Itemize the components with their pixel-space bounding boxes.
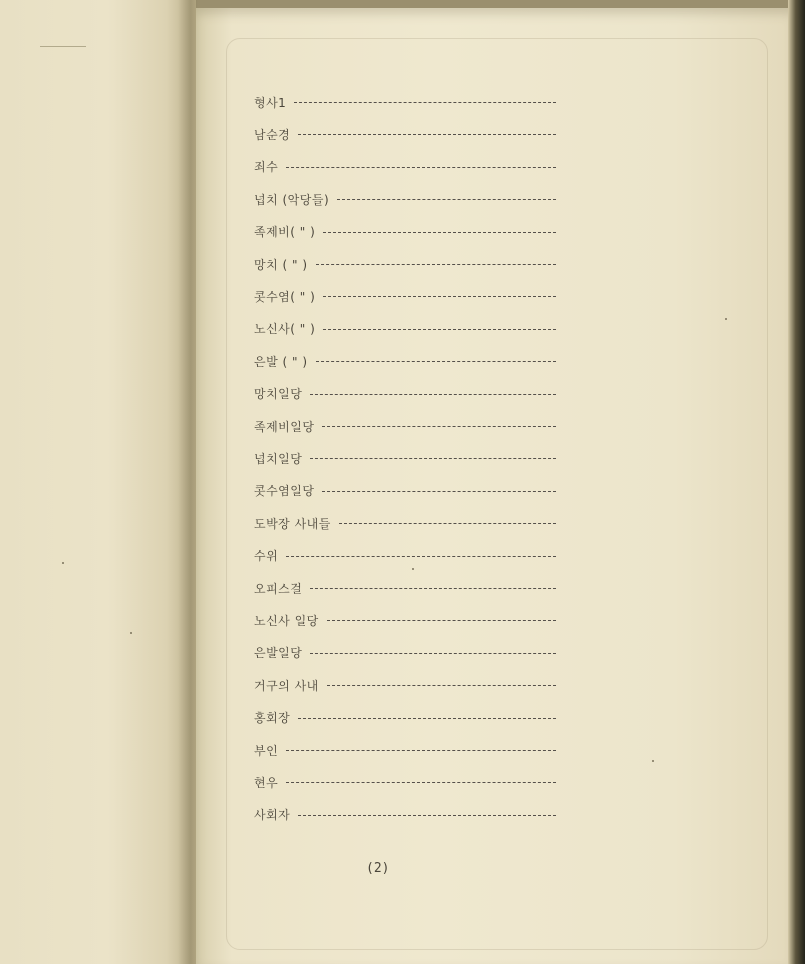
cast-list-item: [254, 351, 556, 371]
cast-name: 망치 ( " ): [254, 257, 308, 272]
dash-leader: [322, 426, 556, 427]
cast-name: 형사1: [254, 95, 287, 110]
paper-speck: [725, 318, 727, 320]
cast-name: 사회자: [254, 808, 291, 823]
cast-list-item: [254, 740, 556, 760]
cast-list-item: [254, 124, 556, 144]
page-edge-shadow: [788, 0, 805, 964]
cast-name: 망치일당: [254, 387, 303, 402]
cast-list-item: [254, 222, 556, 242]
cast-name: 도박장 사내들: [254, 516, 331, 531]
cast-list-item: [254, 610, 556, 630]
cast-name: 홍회장: [254, 711, 291, 726]
dash-leader: [327, 620, 556, 621]
cast-list-item: [254, 189, 556, 209]
dash-leader: [298, 718, 556, 719]
cast-name: 거구의 사내: [254, 678, 319, 693]
dash-leader: [323, 329, 556, 330]
dash-leader: [322, 491, 556, 492]
cast-list-item: [254, 481, 556, 501]
cast-list-item: [254, 384, 556, 404]
cast-name: 오피스걸: [254, 581, 303, 596]
dash-leader: [339, 523, 556, 524]
cast-list-item: [254, 578, 556, 598]
cast-name: 족제비( " ): [254, 225, 316, 240]
cast-list-item: [254, 416, 556, 436]
dash-leader: [294, 102, 556, 103]
cast-list-item: [254, 157, 556, 177]
cast-name: 남순경: [254, 127, 291, 142]
dash-leader: [323, 232, 556, 233]
cast-name: 노신사( " ): [254, 322, 316, 337]
paper-speck: [652, 760, 654, 762]
cast-name: 은발 ( " ): [254, 354, 308, 369]
paper-speck: [62, 562, 64, 564]
cast-list-item: [254, 513, 556, 533]
cast-name: 은발일당: [254, 646, 303, 661]
cast-name: 현우: [254, 775, 279, 790]
dash-leader: [286, 750, 556, 751]
cast-list-item: [254, 92, 556, 112]
dash-leader: [310, 458, 556, 459]
cast-name: 넙치일당: [254, 451, 303, 466]
dash-leader: [310, 653, 556, 654]
dash-leader: [323, 296, 556, 297]
dash-leader: [298, 815, 556, 816]
dash-leader: [327, 685, 556, 686]
cast-name: 부인: [254, 743, 279, 758]
cast-list-item: [254, 254, 556, 274]
dash-leader: [310, 394, 556, 395]
cast-list-item: [254, 448, 556, 468]
cast-list-item: [254, 546, 556, 566]
cast-name: 수위: [254, 549, 279, 564]
dash-leader: [337, 199, 556, 200]
dash-leader: [286, 782, 556, 783]
dash-leader: [286, 167, 556, 168]
dash-leader: [286, 556, 556, 557]
paper-speck: [130, 632, 132, 634]
cast-name: 노신사 일당: [254, 613, 319, 628]
cast-list-item: [254, 805, 556, 825]
cast-list-item: [254, 643, 556, 663]
left-page: [0, 0, 196, 964]
cast-list-item: [254, 286, 556, 306]
cast-name: 죄수: [254, 160, 279, 175]
cast-list-item: [254, 675, 556, 695]
dash-leader: [316, 264, 556, 265]
cast-name: 콧수염일당: [254, 484, 315, 499]
dash-leader: [298, 134, 556, 135]
cast-list-item: [254, 319, 556, 339]
dash-leader: [316, 361, 556, 362]
cast-name: 콧수염( " ): [254, 289, 316, 304]
dash-leader: [310, 588, 556, 589]
cast-name: 족제비일당: [254, 419, 315, 434]
paper-speck: [412, 568, 414, 570]
page-number: (2): [366, 861, 390, 876]
cast-list-item: [254, 708, 556, 728]
cast-list-item: [254, 772, 556, 792]
cast-name: 넙치 (악당들): [254, 192, 330, 207]
